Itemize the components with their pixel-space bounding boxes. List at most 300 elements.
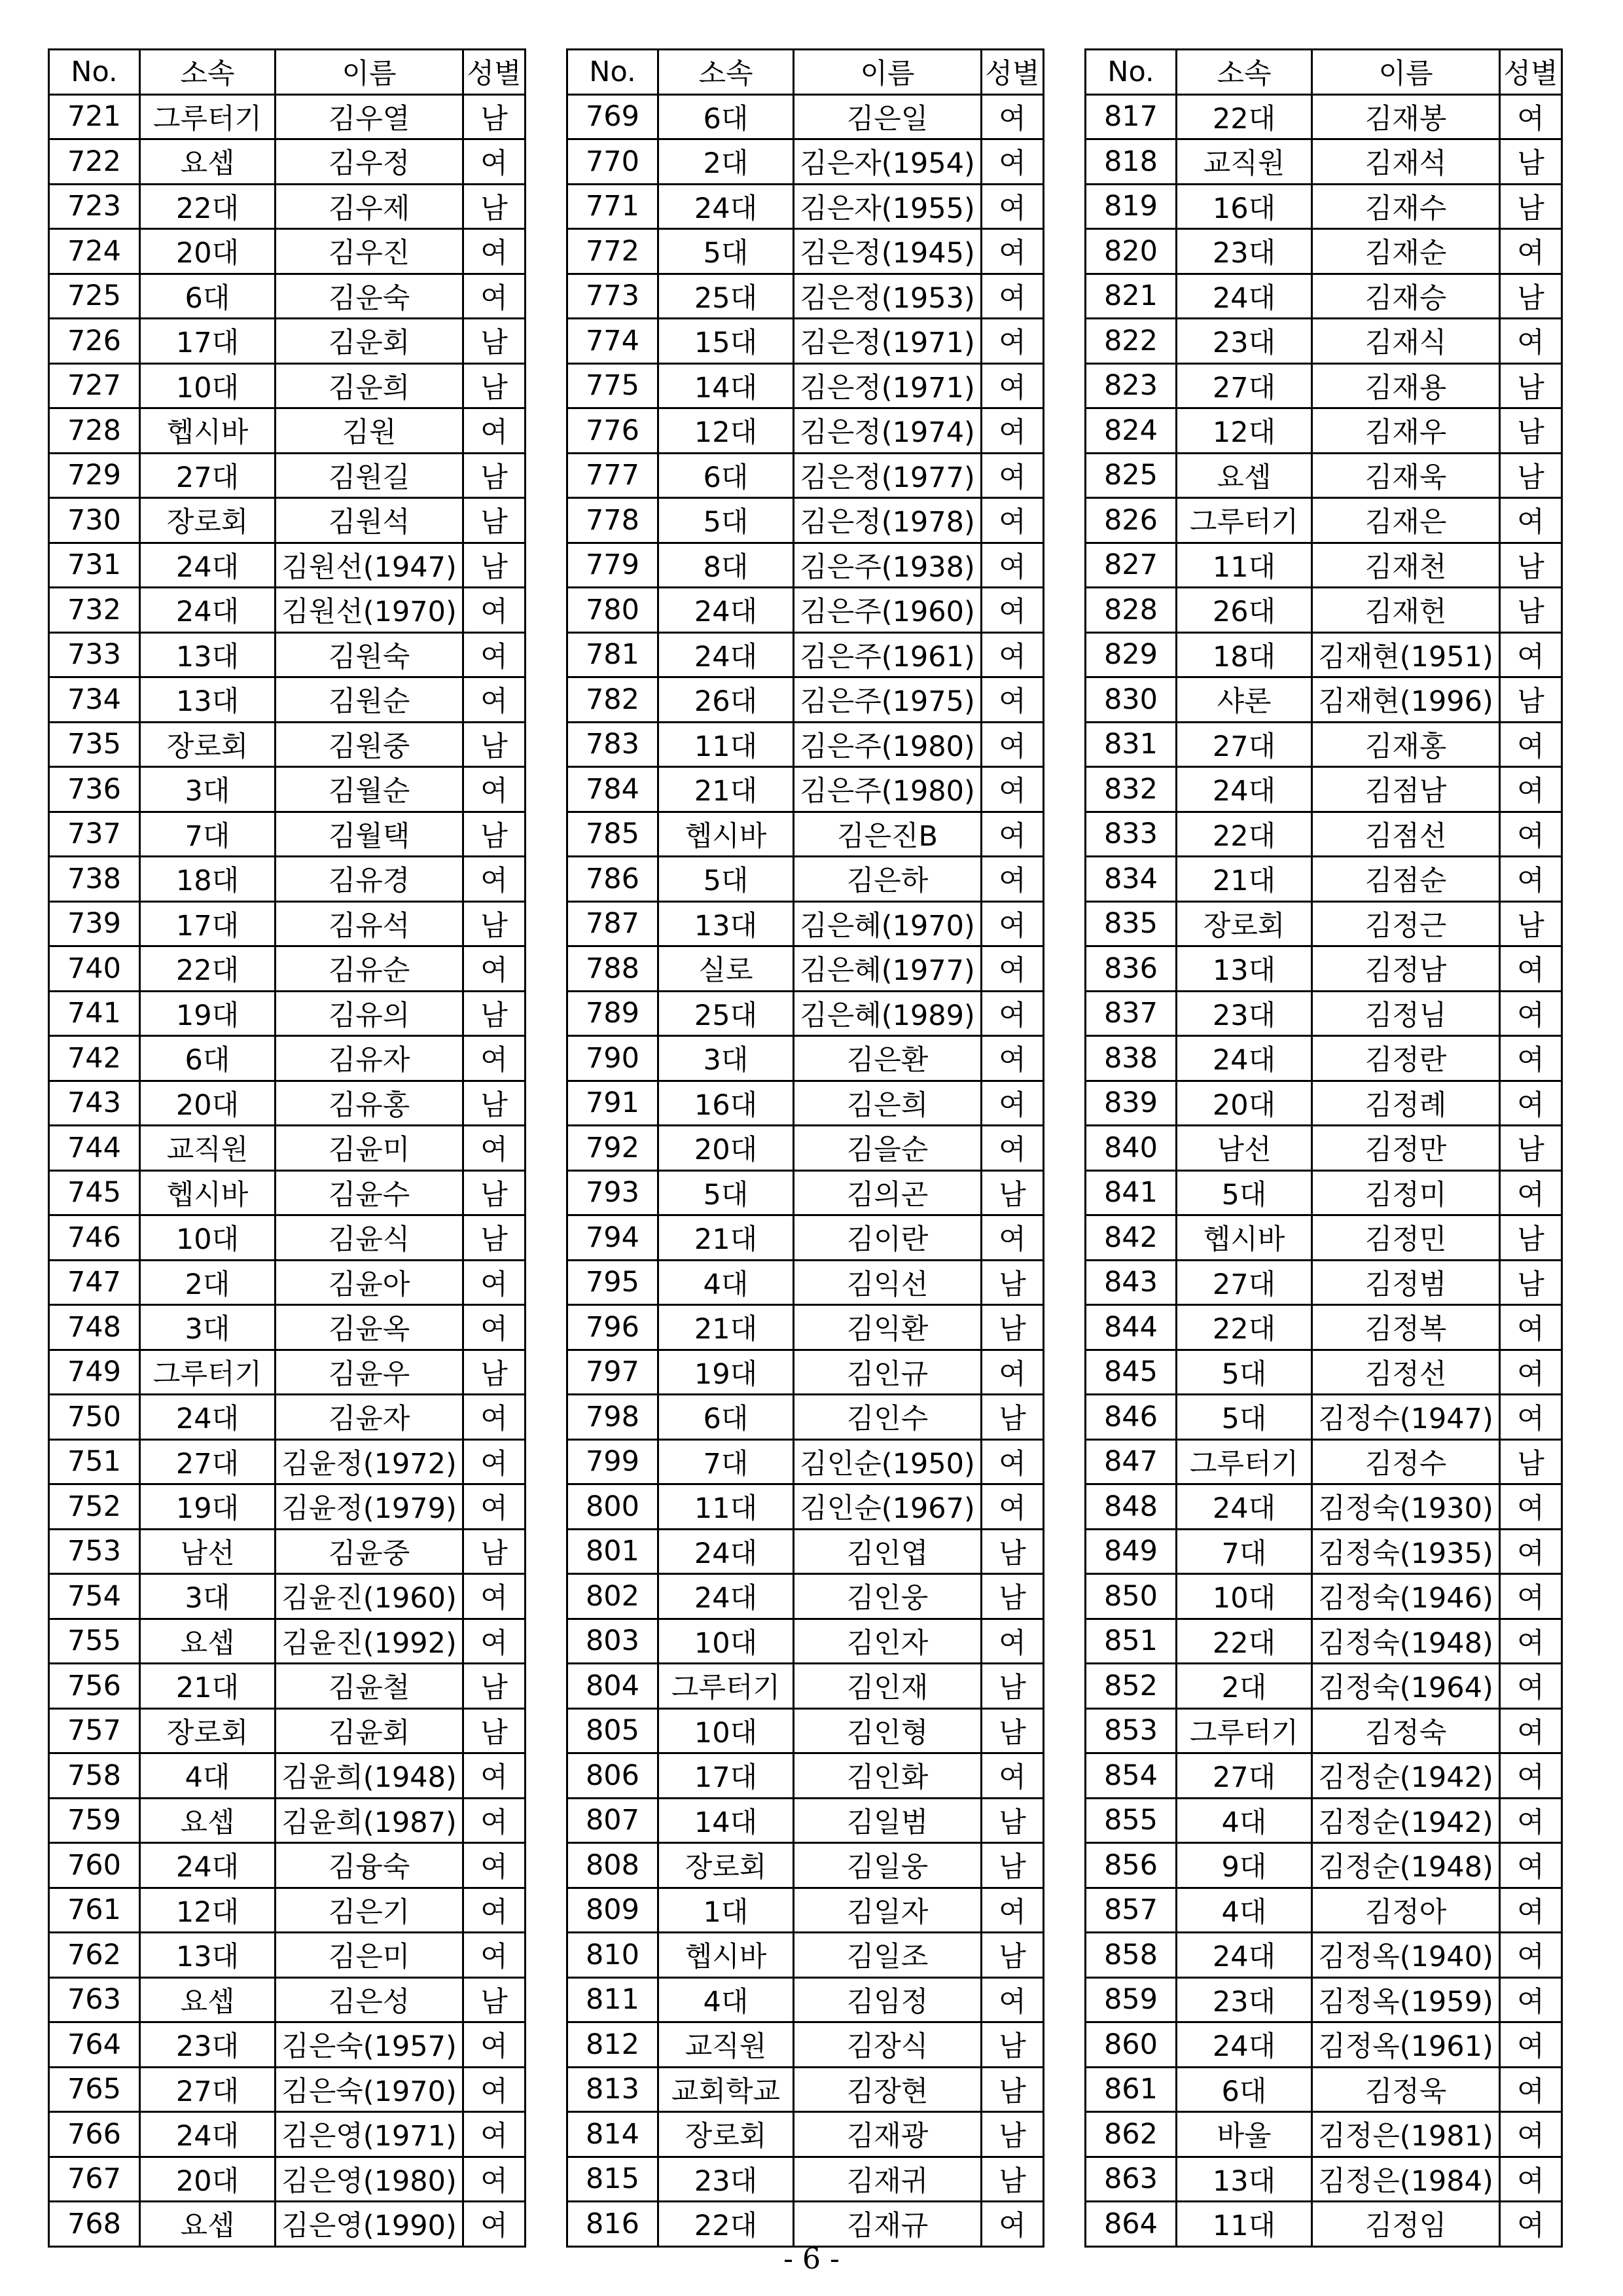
cell-gender: 남 — [982, 2157, 1044, 2202]
cell-affiliation: 교직원 — [658, 2022, 794, 2068]
table-row — [1086, 319, 1562, 364]
cell-gender: 여 — [982, 991, 1044, 1036]
table-row — [49, 1574, 526, 1619]
cell-gender: 남 — [1500, 677, 1562, 723]
cell-name: 김정수 — [1312, 1439, 1500, 1484]
table-row — [567, 1798, 1044, 1843]
cell-gender: 남 — [463, 1529, 526, 1574]
cell-gender: 여 — [463, 2202, 526, 2247]
cell-no: 817 — [1086, 94, 1177, 139]
table-row — [49, 1036, 526, 1081]
cell-name: 김은정(1977) — [794, 453, 982, 498]
cell-gender: 여 — [463, 2157, 526, 2202]
table-row — [1086, 1395, 1562, 1440]
cell-affiliation: 11대 — [658, 722, 794, 767]
cell-affiliation: 남선 — [1177, 1126, 1312, 1171]
cell-no: 849 — [1086, 1529, 1177, 1574]
cell-name: 김인웅 — [794, 1574, 982, 1619]
table-row — [1086, 2022, 1562, 2068]
cell-affiliation: 6대 — [140, 1036, 276, 1081]
cell-gender: 남 — [463, 94, 526, 139]
table-row — [567, 2022, 1044, 2068]
cell-affiliation: 2대 — [1177, 1664, 1312, 1709]
table-row — [49, 274, 526, 319]
table-row — [49, 812, 526, 857]
cell-name: 김장식 — [794, 2022, 982, 2068]
cell-gender: 남 — [463, 1350, 526, 1395]
cell-no: 836 — [1086, 946, 1177, 992]
cell-no: 771 — [567, 184, 658, 229]
table-row — [567, 1260, 1044, 1305]
cell-name: 김윤회 — [276, 1708, 463, 1753]
table-row — [1086, 946, 1562, 992]
cell-no: 795 — [567, 1260, 658, 1305]
cell-name: 김인순(1967) — [794, 1484, 982, 1530]
cell-name: 김은정(1978) — [794, 498, 982, 543]
cell-no: 823 — [1086, 363, 1177, 408]
cell-name: 김유경 — [276, 857, 463, 902]
cell-no: 777 — [567, 453, 658, 498]
cell-affiliation: 장로회 — [1177, 901, 1312, 946]
cell-name: 김원순 — [276, 677, 463, 723]
table-row — [567, 1484, 1044, 1530]
cell-name: 김점남 — [1312, 767, 1500, 812]
cell-no: 820 — [1086, 229, 1177, 274]
cell-affiliation: 장로회 — [140, 1708, 276, 1753]
header-row — [1086, 50, 1562, 95]
table-row — [567, 2157, 1044, 2202]
cell-name: 김운희 — [276, 363, 463, 408]
cell-gender: 여 — [982, 1484, 1044, 1530]
cell-affiliation: 19대 — [140, 1484, 276, 1530]
cell-no: 755 — [49, 1619, 140, 1664]
cell-gender: 여 — [463, 1439, 526, 1484]
cell-no: 749 — [49, 1350, 140, 1395]
table-row — [1086, 543, 1562, 588]
table-row — [49, 1126, 526, 1171]
table-row — [1086, 1170, 1562, 1215]
cell-gender: 남 — [982, 1843, 1044, 1888]
table-row — [49, 632, 526, 677]
cell-affiliation: 22대 — [1177, 1619, 1312, 1664]
cell-no: 794 — [567, 1215, 658, 1261]
cell-no: 789 — [567, 991, 658, 1036]
cell-affiliation: 5대 — [658, 229, 794, 274]
cell-no: 852 — [1086, 1664, 1177, 1709]
cell-affiliation: 24대 — [1177, 1933, 1312, 1978]
cell-no: 722 — [49, 139, 140, 185]
cell-no: 816 — [567, 2202, 658, 2247]
table-row — [567, 1126, 1044, 1171]
cell-no: 740 — [49, 946, 140, 992]
cell-gender: 여 — [463, 1888, 526, 1933]
cell-no: 726 — [49, 319, 140, 364]
cell-gender: 남 — [1500, 363, 1562, 408]
table-row — [1086, 184, 1562, 229]
cell-gender: 여 — [982, 588, 1044, 633]
cell-gender: 여 — [463, 1260, 526, 1305]
cell-name: 김재욱 — [1312, 453, 1500, 498]
cell-name: 김재봉 — [1312, 94, 1500, 139]
cell-gender: 여 — [1500, 946, 1562, 992]
cell-affiliation: 20대 — [140, 1081, 276, 1126]
table-row — [49, 1081, 526, 1126]
cell-affiliation: 27대 — [1177, 1753, 1312, 1799]
cell-affiliation: 장로회 — [658, 1843, 794, 1888]
table-row — [567, 408, 1044, 454]
cell-no: 851 — [1086, 1619, 1177, 1664]
table-row — [1086, 1350, 1562, 1395]
cell-gender: 여 — [1500, 1888, 1562, 1933]
cell-no: 854 — [1086, 1753, 1177, 1799]
cell-no: 804 — [567, 1664, 658, 1709]
cell-affiliation: 20대 — [140, 229, 276, 274]
cell-affiliation: 24대 — [140, 543, 276, 588]
cell-name: 김재식 — [1312, 319, 1500, 364]
cell-name: 김재광 — [794, 2112, 982, 2157]
cell-affiliation: 27대 — [1177, 363, 1312, 408]
cell-name: 김재은 — [1312, 498, 1500, 543]
cell-affiliation: 5대 — [1177, 1170, 1312, 1215]
cell-name: 김인수 — [794, 1395, 982, 1440]
table-row — [49, 453, 526, 498]
cell-affiliation: 10대 — [140, 363, 276, 408]
cell-no: 762 — [49, 1933, 140, 1978]
cell-name: 김재귀 — [794, 2157, 982, 2202]
cell-name: 김운숙 — [276, 274, 463, 319]
cell-no: 860 — [1086, 2022, 1177, 2068]
cell-gender: 여 — [463, 1619, 526, 1664]
cell-no: 760 — [49, 1843, 140, 1888]
table-row — [567, 94, 1044, 139]
cell-gender: 여 — [982, 677, 1044, 723]
cell-gender: 남 — [463, 1215, 526, 1261]
cell-affiliation: 교직원 — [1177, 139, 1312, 185]
table-row — [1086, 498, 1562, 543]
cell-no: 833 — [1086, 812, 1177, 857]
cell-affiliation: 19대 — [140, 991, 276, 1036]
cell-affiliation: 13대 — [140, 677, 276, 723]
cell-gender: 남 — [1500, 453, 1562, 498]
cell-name: 김윤정(1972) — [276, 1439, 463, 1484]
cell-name: 김재순 — [1312, 229, 1500, 274]
table-row — [49, 1529, 526, 1574]
table-row — [1086, 677, 1562, 723]
cell-gender: 여 — [982, 184, 1044, 229]
cell-affiliation: 6대 — [658, 453, 794, 498]
cell-affiliation: 교직원 — [140, 1126, 276, 1171]
cell-affiliation: 그루터기 — [1177, 498, 1312, 543]
cell-affiliation: 그루터기 — [1177, 1708, 1312, 1753]
cell-no: 858 — [1086, 1933, 1177, 1978]
cell-gender: 여 — [982, 1888, 1044, 1933]
cell-no: 784 — [567, 767, 658, 812]
cell-gender: 여 — [982, 498, 1044, 543]
cell-name: 김윤희(1948) — [276, 1753, 463, 1799]
table-row — [49, 767, 526, 812]
cell-gender: 여 — [463, 1933, 526, 1978]
table-row — [1086, 1081, 1562, 1126]
cell-no: 725 — [49, 274, 140, 319]
cell-affiliation: 14대 — [658, 363, 794, 408]
cell-name: 김정숙(1948) — [1312, 1619, 1500, 1664]
table-row — [1086, 1977, 1562, 2022]
cell-gender: 여 — [982, 229, 1044, 274]
cell-affiliation: 헵시바 — [1177, 1215, 1312, 1261]
cell-gender: 여 — [1500, 1170, 1562, 1215]
header-affiliation: 소속 — [140, 50, 276, 95]
cell-gender: 남 — [982, 1529, 1044, 1574]
cell-gender: 여 — [1500, 1664, 1562, 1709]
cell-affiliation: 10대 — [140, 1215, 276, 1261]
cell-name: 김정옥(1959) — [1312, 1977, 1500, 2022]
cell-no: 772 — [567, 229, 658, 274]
table-row — [1086, 1798, 1562, 1843]
cell-gender: 여 — [1500, 1305, 1562, 1350]
cell-name: 김원숙 — [276, 632, 463, 677]
cell-no: 831 — [1086, 722, 1177, 767]
table-row — [1086, 1574, 1562, 1619]
cell-name: 김인화 — [794, 1753, 982, 1799]
cell-name: 김은정(1945) — [794, 229, 982, 274]
cell-name: 김일조 — [794, 1933, 982, 1978]
table-row — [1086, 1439, 1562, 1484]
cell-no: 724 — [49, 229, 140, 274]
cell-gender: 남 — [982, 1305, 1044, 1350]
cell-affiliation: 남선 — [140, 1529, 276, 1574]
cell-affiliation: 22대 — [140, 946, 276, 992]
table-row — [49, 1888, 526, 1933]
cell-name: 김은혜(1970) — [794, 901, 982, 946]
cell-no: 839 — [1086, 1081, 1177, 1126]
cell-no: 832 — [1086, 767, 1177, 812]
cell-gender: 여 — [1500, 991, 1562, 1036]
cell-affiliation: 샤론 — [1177, 677, 1312, 723]
cell-name: 김은성 — [276, 1977, 463, 2022]
cell-gender: 여 — [463, 857, 526, 902]
table-row — [567, 677, 1044, 723]
cell-name: 김일범 — [794, 1798, 982, 1843]
table-row — [49, 1619, 526, 1664]
cell-no: 769 — [567, 94, 658, 139]
table-row — [567, 1977, 1044, 2022]
table-row — [49, 1977, 526, 2022]
cell-no: 808 — [567, 1843, 658, 1888]
cell-gender: 남 — [982, 2112, 1044, 2157]
cell-gender: 여 — [1500, 2202, 1562, 2247]
cell-no: 721 — [49, 94, 140, 139]
cell-affiliation: 27대 — [1177, 722, 1312, 767]
cell-name: 김우열 — [276, 94, 463, 139]
cell-affiliation: 그루터기 — [658, 1664, 794, 1709]
table-row — [49, 1798, 526, 1843]
header-gender: 성별 — [463, 50, 526, 95]
cell-affiliation: 장로회 — [658, 2112, 794, 2157]
cell-gender: 남 — [1500, 901, 1562, 946]
cell-no: 824 — [1086, 408, 1177, 454]
cell-name: 김정숙 — [1312, 1708, 1500, 1753]
table-row — [49, 1843, 526, 1888]
cell-gender: 여 — [982, 1439, 1044, 1484]
cell-name: 김정례 — [1312, 1081, 1500, 1126]
cell-gender: 남 — [463, 1708, 526, 1753]
cell-name: 김정아 — [1312, 1888, 1500, 1933]
cell-name: 김재승 — [1312, 274, 1500, 319]
cell-affiliation: 11대 — [1177, 2202, 1312, 2247]
cell-affiliation: 4대 — [1177, 1798, 1312, 1843]
cell-name: 김원중 — [276, 722, 463, 767]
table-row — [49, 2022, 526, 2068]
cell-no: 744 — [49, 1126, 140, 1171]
cell-affiliation: 17대 — [140, 319, 276, 364]
cell-gender: 여 — [982, 1036, 1044, 1081]
cell-gender: 여 — [982, 767, 1044, 812]
cell-affiliation: 14대 — [658, 1798, 794, 1843]
cell-affiliation: 22대 — [140, 184, 276, 229]
cell-name: 김유순 — [276, 946, 463, 992]
cell-gender: 여 — [982, 1215, 1044, 1261]
cell-name: 김인자 — [794, 1619, 982, 1664]
cell-no: 844 — [1086, 1305, 1177, 1350]
cell-gender: 여 — [1500, 1574, 1562, 1619]
cell-affiliation: 그루터기 — [140, 94, 276, 139]
cell-gender: 남 — [1500, 184, 1562, 229]
cell-gender: 여 — [463, 767, 526, 812]
table-row — [567, 2202, 1044, 2247]
table-row — [1086, 363, 1562, 408]
cell-affiliation: 헵시바 — [140, 1170, 276, 1215]
cell-no: 776 — [567, 408, 658, 454]
cell-no: 805 — [567, 1708, 658, 1753]
table-row — [49, 1305, 526, 1350]
table-row — [49, 229, 526, 274]
cell-gender: 남 — [982, 1664, 1044, 1709]
header-affiliation: 소속 — [1177, 50, 1312, 95]
cell-name: 김점순 — [1312, 857, 1500, 902]
cell-no: 764 — [49, 2022, 140, 2068]
table-row — [49, 1215, 526, 1261]
cell-name: 김은주(1980) — [794, 722, 982, 767]
table-row — [567, 543, 1044, 588]
cell-affiliation: 5대 — [658, 1170, 794, 1215]
cell-no: 813 — [567, 2067, 658, 2112]
cell-name: 김은정(1974) — [794, 408, 982, 454]
cell-gender: 여 — [463, 1798, 526, 1843]
cell-no: 733 — [49, 632, 140, 677]
table-row — [49, 588, 526, 633]
table-row — [567, 632, 1044, 677]
cell-affiliation: 22대 — [1177, 812, 1312, 857]
cell-name: 김우제 — [276, 184, 463, 229]
table-row — [49, 857, 526, 902]
cell-gender: 남 — [463, 453, 526, 498]
table-row — [1086, 991, 1562, 1036]
cell-name: 김유홍 — [276, 1081, 463, 1126]
cell-no: 863 — [1086, 2157, 1177, 2202]
cell-affiliation: 요셉 — [1177, 453, 1312, 498]
cell-gender: 여 — [1500, 2067, 1562, 2112]
cell-name: 김우진 — [276, 229, 463, 274]
table-row — [49, 1664, 526, 1709]
table-row — [567, 1753, 1044, 1799]
cell-name: 김우정 — [276, 139, 463, 185]
cell-name: 김은일 — [794, 94, 982, 139]
table-row — [1086, 1215, 1562, 1261]
cell-gender: 여 — [982, 946, 1044, 992]
cell-affiliation: 3대 — [140, 767, 276, 812]
cell-no: 730 — [49, 498, 140, 543]
cell-name: 김정님 — [1312, 991, 1500, 1036]
cell-name: 김은영(1980) — [276, 2157, 463, 2202]
cell-no: 754 — [49, 1574, 140, 1619]
cell-affiliation: 11대 — [1177, 543, 1312, 588]
cell-name: 김윤아 — [276, 1260, 463, 1305]
cell-no: 846 — [1086, 1395, 1177, 1440]
cell-name: 김인형 — [794, 1708, 982, 1753]
cell-no: 751 — [49, 1439, 140, 1484]
cell-affiliation: 24대 — [1177, 767, 1312, 812]
cell-gender: 여 — [1500, 1753, 1562, 1799]
cell-affiliation: 24대 — [658, 632, 794, 677]
table-row — [49, 901, 526, 946]
table-row — [49, 1753, 526, 1799]
table-row — [567, 1215, 1044, 1261]
cell-gender: 여 — [1500, 1350, 1562, 1395]
table-row — [1086, 1933, 1562, 1978]
cell-affiliation: 23대 — [1177, 319, 1312, 364]
cell-gender: 남 — [1500, 1126, 1562, 1171]
cell-gender: 여 — [1500, 1529, 1562, 1574]
cell-no: 738 — [49, 857, 140, 902]
cell-no: 819 — [1086, 184, 1177, 229]
cell-affiliation: 실로 — [658, 946, 794, 992]
cell-gender: 남 — [982, 1574, 1044, 1619]
cell-gender: 남 — [1500, 274, 1562, 319]
cell-gender: 여 — [982, 363, 1044, 408]
table-row — [1086, 1619, 1562, 1664]
member-table-2 — [566, 48, 1044, 2248]
cell-no: 793 — [567, 1170, 658, 1215]
cell-name: 김원 — [276, 408, 463, 454]
cell-no: 803 — [567, 1619, 658, 1664]
cell-no: 768 — [49, 2202, 140, 2247]
cell-gender: 남 — [463, 1664, 526, 1709]
cell-affiliation: 26대 — [1177, 588, 1312, 633]
cell-name: 김정숙(1930) — [1312, 1484, 1500, 1530]
cell-no: 825 — [1086, 453, 1177, 498]
cell-gender: 여 — [463, 1753, 526, 1799]
cell-no: 770 — [567, 139, 658, 185]
cell-name: 김은자(1954) — [794, 139, 982, 185]
cell-affiliation: 그루터기 — [140, 1350, 276, 1395]
cell-affiliation: 20대 — [140, 2157, 276, 2202]
cell-affiliation: 7대 — [658, 1439, 794, 1484]
cell-no: 835 — [1086, 901, 1177, 946]
cell-affiliation: 24대 — [658, 588, 794, 633]
cell-name: 김은숙(1957) — [276, 2022, 463, 2068]
table-row — [1086, 722, 1562, 767]
cell-name: 김재홍 — [1312, 722, 1500, 767]
table-row — [1086, 588, 1562, 633]
cell-affiliation: 21대 — [1177, 857, 1312, 902]
table-row — [567, 1170, 1044, 1215]
cell-no: 830 — [1086, 677, 1177, 723]
cell-gender: 여 — [1500, 857, 1562, 902]
cell-name: 김정은(1984) — [1312, 2157, 1500, 2202]
cell-gender: 여 — [982, 812, 1044, 857]
cell-name: 김장현 — [794, 2067, 982, 2112]
table-row — [49, 319, 526, 364]
